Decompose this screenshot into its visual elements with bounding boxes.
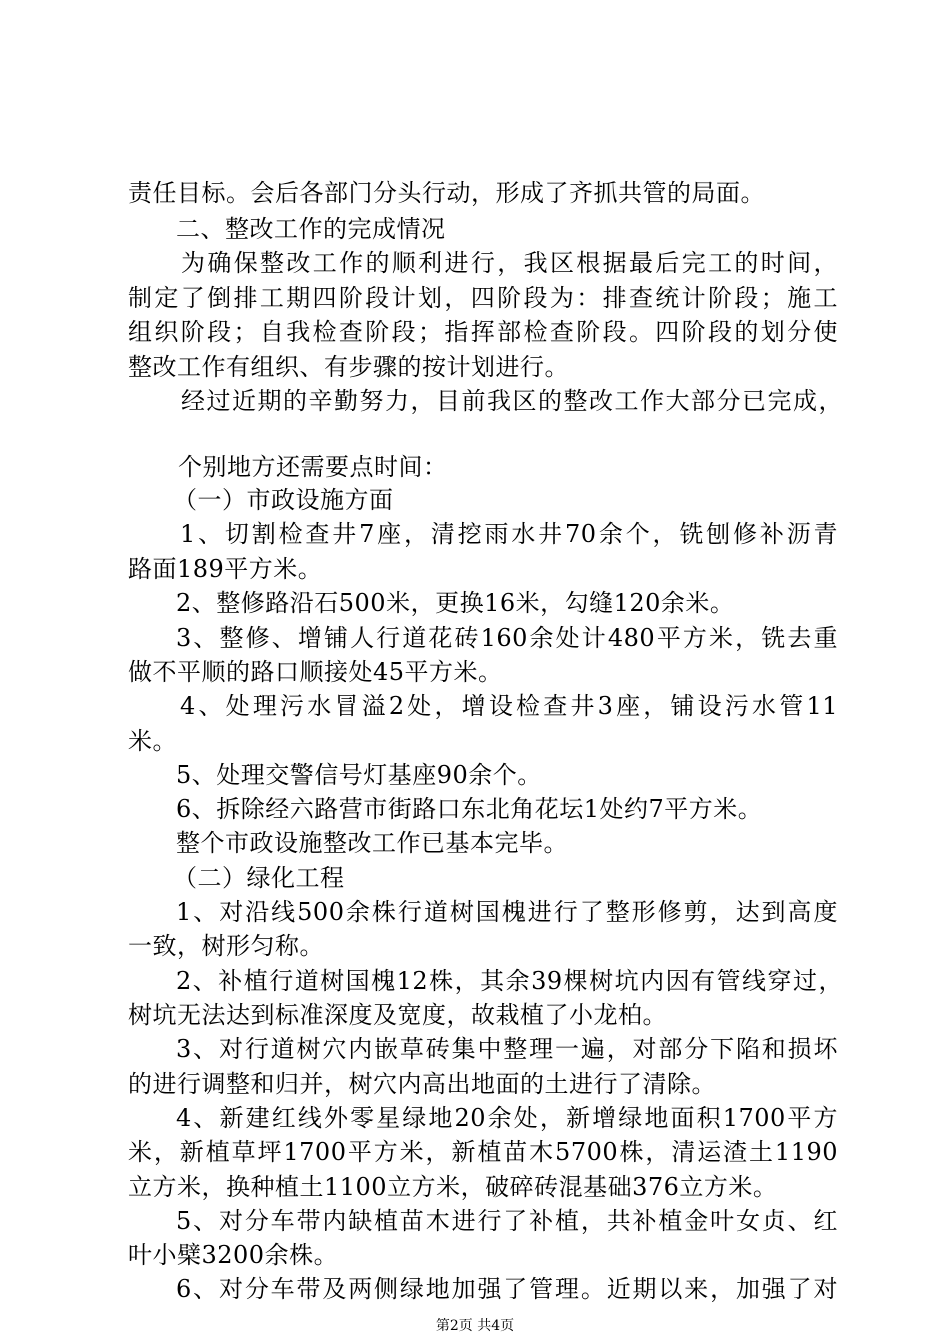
text-line: 个别地方还需要点时间：: [178, 453, 448, 481]
subsection-heading: （二）绿化工程: [173, 864, 345, 892]
text-line: 路面189平方米。: [128, 555, 323, 583]
text-line: 2、补植行道树国槐12株，其余39棵树坑内因有管线穿过，: [176, 967, 843, 995]
text-line: 5、处理交警信号灯基座90余个。: [176, 761, 542, 789]
text-line: 6、对分车带及两侧绿地加强了管理。近期以来，加强了对: [176, 1275, 838, 1303]
text-line: 整改工作有组织、有步骤的按计划进行。: [128, 353, 569, 381]
text-line: 立方米，换种植土1100立方米，破碎砖混基础376立方米。: [128, 1173, 778, 1201]
section-heading: 二、整改工作的完成情况: [176, 215, 446, 243]
text-line: 1、对沿线500余株行道树国槐进行了整形修剪，达到高度: [176, 898, 838, 926]
text-line: 6、拆除经六路营市街路口东北角花坛1处约7平方米。: [176, 795, 763, 823]
text-line: 整个市政设施整改工作已基本完毕。: [176, 829, 568, 857]
text-line: 3、对行道树穴内嵌草砖集中整理一遍，对部分下陷和损坏: [176, 1035, 838, 1063]
page-number-footer: 第2页 共4页: [435, 1318, 515, 1334]
text-line: 组织阶段；自我检查阶段；指挥部检查阶段。四阶段的划分使: [128, 318, 838, 346]
text-line: 米，新植草坪1700平方米，新植苗木5700株，清运渣土1190: [128, 1138, 838, 1166]
text-line: 一致，树形匀称。: [128, 932, 324, 960]
text-line: 米。: [128, 727, 177, 755]
text-line: 叶小檗3200余株。: [128, 1241, 339, 1269]
text-line: 5、对分车带内缺植苗木进行了补植，共补植金叶女贞、红: [176, 1207, 838, 1235]
text-line: 责任目标。会后各部门分头行动，形成了齐抓共管的局面。: [128, 179, 765, 207]
text-line: 树坑无法达到标准深度及宽度，故栽植了小龙柏。: [128, 1001, 667, 1029]
text-line: 制定了倒排工期四阶段计划，四阶段为：排查统计阶段；施工: [128, 284, 838, 312]
text-line: 的进行调整和归并，树穴内高出地面的土进行了清除。: [128, 1070, 716, 1098]
text-line: 做不平顺的路口顺接处45平方米。: [128, 658, 503, 686]
text-line: 经过近期的辛勤努力，目前我区的整改工作大部分已完成，: [181, 387, 843, 415]
text-line: 4、新建红线外零星绿地20余处，新增绿地面积1700平方: [176, 1104, 838, 1132]
text-line: 4、处理污水冒溢2处，增设检查井3座，铺设污水管11: [180, 692, 838, 720]
text-line: 2、整修路沿石500米，更换16米，勾缝120余米。: [176, 589, 735, 617]
text-line: 1、切割检查井7座，清挖雨水井70余个，铣刨修补沥青: [180, 520, 838, 548]
subsection-heading: （一）市政设施方面: [173, 486, 394, 514]
text-line: 3、整修、增铺人行道花砖160余处计480平方米，铣去重: [176, 624, 838, 652]
text-line: 为确保整改工作的顺利进行，我区根据最后完工的时间，: [181, 249, 838, 277]
